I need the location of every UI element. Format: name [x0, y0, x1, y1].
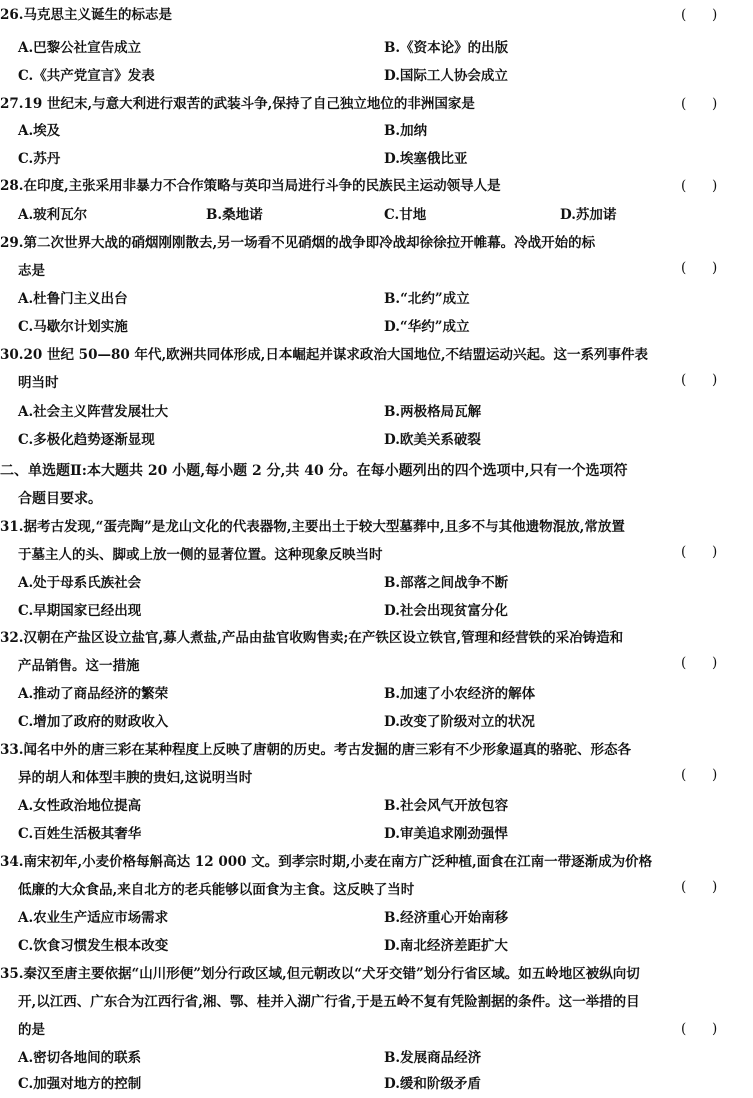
q34-option-b: B.经济重心开始南移: [384, 910, 509, 926]
q31-option-c: C.早期国家已经出现: [18, 603, 142, 619]
q30-option-d: D.欧美关系破裂: [384, 432, 481, 448]
answer-bracket-32: ( ): [681, 655, 718, 671]
section-2-heading-line2: 合题目要求。: [18, 491, 102, 507]
question-32-stem-line2: 产品销售。这一措施: [18, 658, 140, 674]
q27-option-b: B.加纳: [384, 123, 428, 139]
q30-option-a: A.社会主义阵营发展壮大: [18, 404, 169, 420]
q29-option-d: D.“华约”成立: [384, 319, 470, 335]
q27-option-d: D.埃塞俄比亚: [384, 151, 468, 167]
q34-option-d: D.南北经济差距扩大: [384, 938, 508, 954]
q32-option-b: B.加速了小农经济的解体: [384, 686, 536, 702]
question-32-stem-line1: 32.汉朝在产盐区设立盐官,募人煮盐,产品由盐官收购售卖;在产铁区设立铁官,管理和经营铁的采冶铸造和: [0, 630, 624, 646]
answer-bracket-27: ( ): [681, 96, 718, 112]
answer-bracket-33: ( ): [681, 767, 718, 783]
q33-option-b: B.社会风气开放包容: [384, 798, 509, 814]
answer-bracket-30: ( ): [681, 372, 718, 388]
q35-option-a: A.密切各地间的联系: [18, 1050, 142, 1066]
q35-option-b: B.发展商品经济: [384, 1050, 482, 1066]
section-2-heading-line1: 二、单选题Ⅱ:本大题共 20 小题,每小题 2 分,共 40 分。在每小题列出的四个选项中,只有一个选项符: [0, 463, 628, 479]
answer-bracket-26: ( ): [681, 7, 718, 23]
q31-option-d: D.社会出现贫富分化: [384, 603, 508, 619]
q28-option-d: D.苏加诺: [560, 207, 617, 223]
q27-option-c: C.苏丹: [18, 151, 61, 167]
q33-option-c: C.百姓生活极其奢华: [18, 826, 142, 842]
q32-option-d: D.改变了阶级对立的状况: [384, 714, 535, 730]
question-35-stem-line3: 的是: [18, 1022, 45, 1038]
answer-bracket-28: ( ): [681, 178, 718, 194]
q34-option-a: A.农业生产适应市场需求: [18, 910, 169, 926]
question-29-stem-line1: 29.第二次世界大战的硝烟刚刚散去,另一场看不见硝烟的战争即冷战却徐徐拉开帷幕。冷战开始的标: [0, 235, 596, 251]
q33-option-a: A.女性政治地位提高: [18, 798, 142, 814]
q26-option-d: D.国际工人协会成立: [384, 68, 508, 84]
q26-option-c: C.《共产党宣言》发表: [18, 68, 155, 84]
question-27-stem: 27.19 世纪末,与意大利进行艰苦的武装斗争,保持了自己独立地位的非洲国家是: [0, 96, 475, 112]
q29-option-a: A.杜鲁门主义出台: [18, 291, 128, 307]
q31-option-a: A.处于母系氏族社会: [18, 575, 142, 591]
question-33-stem-line2: 异的胡人和体型丰腴的贵妇,这说明当时: [18, 770, 253, 786]
q31-option-b: B.部落之间战争不断: [384, 575, 509, 591]
question-31-stem-line1: 31.据考古发现,“蛋壳陶”是龙山文化的代表器物,主要出土于较大型墓葬中,且多不与其他遗物混放,常放置: [0, 519, 625, 535]
question-29-stem-line2: 志是: [18, 263, 45, 279]
q28-option-c: C.甘地: [384, 207, 427, 223]
q30-option-c: C.多极化趋势逐渐显现: [18, 432, 155, 448]
answer-bracket-29: ( ): [681, 260, 718, 276]
question-34-stem-line2: 低廉的大众食品,来自北方的老兵能够以面食为主食。这反映了当时: [18, 882, 415, 898]
q30-option-b: B.两极格局瓦解: [384, 404, 482, 420]
question-35-stem-line2: 开,以江西、广东合为江西行省,湘、鄂、桂并入湖广行省,于是五岭不复有凭险割据的条件。这一举措的目: [18, 994, 640, 1010]
question-26-stem: 26.马克思主义诞生的标志是: [0, 7, 172, 23]
q26-option-b: B.《资本论》的出版: [384, 40, 509, 56]
question-35-stem-line1: 35.秦汉至唐主要依据“山川形便”划分行政区域,但元朝改以“犬牙交错”划分行省区域。如五岭地区被纵向切: [0, 966, 640, 982]
q29-option-b: B.“北约”成立: [384, 291, 470, 307]
question-30-stem-line2: 明当时: [18, 375, 59, 391]
question-30-stem-line1: 30.20 世纪 50—80 年代,欧洲共同体形成,日本崛起并谋求政治大国地位,不结盟运动兴起。这一系列事件表: [0, 347, 649, 363]
answer-bracket-35: ( ): [681, 1021, 718, 1037]
q35-option-d: D.缓和阶级矛盾: [384, 1076, 481, 1092]
q35-option-c: C.加强对地方的控制: [18, 1076, 142, 1092]
answer-bracket-31: ( ): [681, 544, 718, 560]
question-31-stem-line2: 于墓主人的头、脚或上放一侧的显著位置。这种现象反映当时: [18, 547, 383, 563]
question-28-stem: 28.在印度,主张采用非暴力不合作策略与英印当局进行斗争的民族民主运动领导人是: [0, 178, 501, 194]
question-34-stem-line1: 34.南宋初年,小麦价格每斛高达 12 000 文。到孝宗时期,小麦在南方广泛种植,面食在江南一带逐渐成为价格: [0, 854, 653, 870]
q26-option-a: A.巴黎公社宣告成立: [18, 40, 142, 56]
q28-option-a: A.玻利瓦尔: [18, 207, 88, 223]
question-33-stem-line1: 33.闻名中外的唐三彩在某种程度上反映了唐朝的历史。考古发掘的唐三彩有不少形象逼真的骆驼、形态各: [0, 742, 631, 758]
answer-bracket-34: ( ): [681, 879, 718, 895]
q33-option-d: D.审美追求刚劲强悍: [384, 826, 508, 842]
q28-option-b: B.桑地诺: [206, 207, 263, 223]
q27-option-a: A.埃及: [18, 123, 61, 139]
q34-option-c: C.饮食习惯发生根本改变: [18, 938, 169, 954]
q32-option-a: A.推动了商品经济的繁荣: [18, 686, 169, 702]
q32-option-c: C.增加了政府的财政收入: [18, 714, 169, 730]
q29-option-c: C.马歇尔计划实施: [18, 319, 128, 335]
